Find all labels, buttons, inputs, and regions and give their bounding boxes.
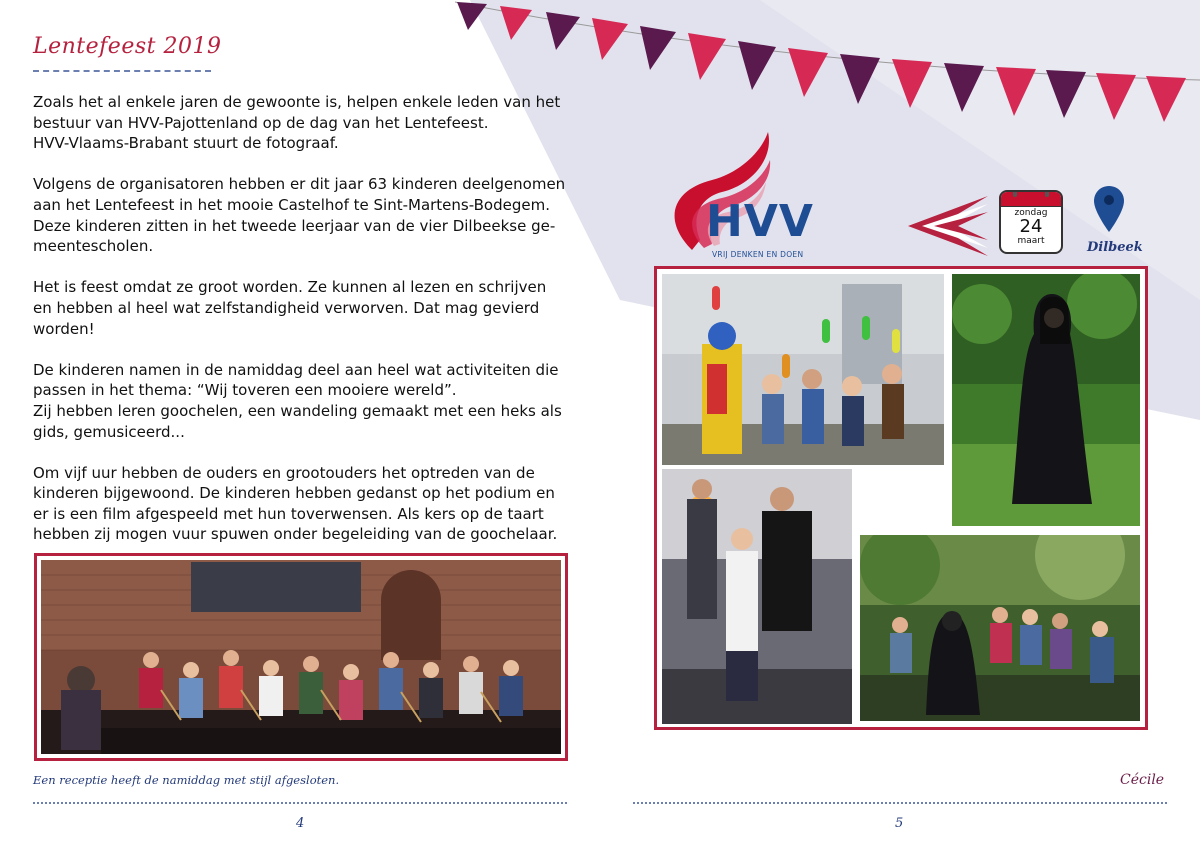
forest-walk-photo (860, 535, 1140, 721)
bunting-flag (546, 12, 580, 50)
bunting-flag (500, 6, 532, 40)
paragraph: Volgens de organisatoren hebben er dit jaar 63 kinderen deelgenomen aan het Lentefeest in het mooie Castelhof te Sint-Martens-Bodegem. Deze kinderen zitten in het tweede leerjaar van de vier Dilbeekse ge- meentescholen. (33, 175, 566, 256)
calendar-month: maart (1017, 236, 1045, 246)
calendar-icon (999, 190, 1063, 254)
bunting-flag (592, 18, 628, 60)
bunting-flag (640, 26, 676, 70)
paragraph: Het is feest omdat ze groot worden. Ze kunnen al lezen en schrijven en hebben al heel wat zelfstandigheid verworven. Dat mag gevierd worden! (33, 278, 547, 338)
bunting-flag (1096, 73, 1136, 120)
bunting-flag (688, 33, 726, 80)
arrow-left-icon (908, 196, 988, 256)
witch-photo (952, 274, 1140, 526)
paragraph: Om vijf uur hebben de ouders en grootouders het optreden van de kinderen bijgewoond. De kinderen hebben gedanst op het podium en er is een film afgespeeld met hun toverwensen. Als kers op de taart hebben zij mogen vuur spuwen onder begeleiding van de goochelaar. (33, 463, 558, 544)
title-underline (33, 70, 211, 72)
bunting-flag (1046, 70, 1086, 118)
bunting-flag (996, 67, 1036, 116)
author-signature: Cécile (1120, 772, 1165, 788)
logo-tagline: VRIJ DENKEN EN DOEN (712, 250, 804, 259)
page-number-right: 5 (895, 816, 904, 831)
bunting-flag (457, 2, 487, 30)
location-pin-icon (1094, 186, 1124, 234)
bunting-flag (892, 59, 932, 108)
fire-breathing-photo (662, 469, 852, 724)
bunting-flag (788, 48, 828, 97)
bunting-flag (840, 54, 880, 104)
bunting-flag (738, 41, 776, 90)
footer-divider-right (633, 802, 1167, 804)
calendar-day-name: zondag (1014, 208, 1048, 218)
paragraph: De kinderen namen in de namiddag deel aan heel wat activiteiten die passen in het thema: “Wij toveren een mooiere wereld”. Zij hebben leren goochelen, een wandeling gemaakt met een heks als gids, gemusiceerd... (33, 360, 562, 441)
location-label: Dilbeek (1087, 240, 1143, 255)
photo-collage-frame (654, 266, 1148, 730)
stage-photo-frame (34, 553, 568, 761)
article-title: Lentefeest 2019 (33, 34, 222, 59)
paragraph: Zoals het al enkele jaren de gewoonte is, helpen enkele leden van het bestuur van HVV-Pajottenland op de dag van het Lentefeest. HVV-Vlaams-Brabant stuurt de fotograaf. (33, 93, 561, 153)
article-body (33, 92, 573, 566)
stage-photo (41, 560, 561, 754)
juggler-photo (662, 274, 944, 465)
photo-caption: Een receptie heeft de namiddag met stijl afgesloten. (33, 773, 340, 787)
logo-text: HVV (706, 196, 814, 247)
calendar-date: 24 (1019, 216, 1043, 237)
bunting-flag (944, 63, 984, 112)
page-number-left: 4 (296, 816, 305, 831)
footer-divider-left (33, 802, 567, 804)
bunting-flag (1146, 76, 1186, 122)
